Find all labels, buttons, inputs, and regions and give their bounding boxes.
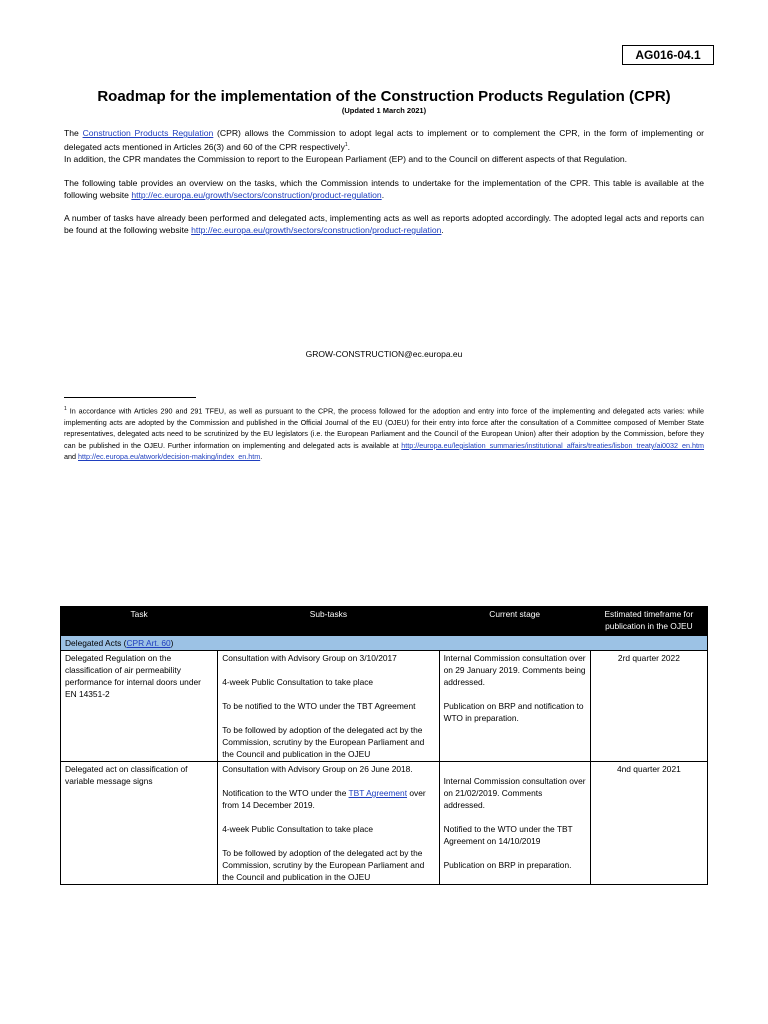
overview-end: .	[381, 190, 385, 200]
subtask-text: Notification to the WTO under the	[222, 788, 349, 798]
footnote-link-lisbon[interactable]: http://europa.eu/legislation_summaries/institutional_affairs/treaties/lisbon_treaty/ai0032_en.htm	[401, 440, 705, 450]
footnote-number: 1	[64, 406, 67, 412]
section-label	[61, 636, 708, 651]
timeframe-cell: 4nd quarter 2021	[590, 762, 707, 885]
footnote-link-decision-making[interactable]: http://ec.europa.eu/atwork/decision-making/index_en.htm	[78, 452, 261, 462]
intro-text: (CPR) allows the Commission to adopt legal acts to implement or to complement the CPR, in the form of implementing or delegated acts mentioned in Articles 26(3) and 60 of the CPR respectively	[64, 128, 705, 152]
adopted-website-link[interactable]: http://ec.europa.eu/growth/sectors/construction/product-regulation	[191, 225, 442, 235]
header-timeframe: Estimated timeframe for publication in the OJEU	[590, 607, 707, 636]
roadmap-table	[60, 606, 708, 885]
contact-email[interactable]: GROW-CONSTRUCTION@ec.europa.eu	[305, 349, 463, 359]
subtask-item: Consultation with Advisory Group on 26 June 2018.	[222, 764, 413, 774]
table-row	[61, 762, 708, 885]
table-row	[61, 651, 708, 762]
stage-cell	[439, 762, 590, 885]
section-label-text: Delegated Acts (	[65, 638, 127, 648]
footnote	[64, 404, 704, 463]
intro-paragraph	[64, 127, 704, 165]
footnote-divider	[64, 397, 196, 398]
stage-item: Notified to the WTO under the TBT Agreement on 14/10/2019	[443, 824, 573, 846]
adopted-end: .	[441, 225, 444, 235]
overview-paragraph	[64, 177, 704, 201]
task-cell: Delegated act on classification of variable message signs	[61, 762, 218, 885]
subtask-item: 4-week Public Consultation to take place	[222, 677, 374, 687]
stage-item: Publication on BRP and notification to WTO in preparation.	[443, 701, 584, 723]
footnote-and: and	[64, 452, 76, 462]
subtask-item: To be notified to the WTO under the TBT Agreement	[222, 701, 416, 711]
section-label-end: )	[170, 638, 174, 648]
adopted-text: A number of tasks have already been performed and delegated acts, implementing acts as well as reports adopted accordingly. The adopted legal acts and reports can be found at the following website	[64, 213, 704, 235]
subtasks-cell	[218, 651, 439, 762]
adopted-acts-paragraph	[64, 212, 704, 236]
subtask-text: over from 14 December 2019.	[222, 788, 426, 810]
header-current-stage: Current stage	[439, 607, 590, 636]
intro-line2: In addition, the CPR mandates the Commission to report to the European Parliament (EP) and to the Council on different aspects of that Regulation.	[64, 153, 628, 164]
footnote-text: In accordance with Articles 290 and 291 TFEU, as well as pursuant to the CPR, the process followed for the adoption and entry into force of the implementing and delegated acts varies: while implementing acts are adopted by the Commission and published in the Official Journal of the EU (OJEU) for their entry into force after the consultation of a Committee composed of Member State representatives, delegated acts need to be scrutinized by the EU legislators (i.e. the European Parliament and the Council of the European Union) after their adoption by the Commission, before they can be published in the OJEU. Further information on implementing and delegated acts is available at	[64, 406, 704, 450]
section-row-delegated-acts	[61, 636, 708, 651]
stage-cell	[439, 651, 590, 762]
intro-lead: The	[64, 128, 79, 138]
subtasks-cell	[218, 762, 439, 885]
document-title: Roadmap for the implementation of the Construction Products Regulation (CPR)	[97, 88, 671, 105]
document-reference-box: AG016-04.1	[622, 45, 714, 65]
footnote-end: .	[260, 452, 263, 462]
header-task: Task	[61, 607, 218, 636]
stage-item: Internal Commission consultation over on 21/02/2019. Comments addressed.	[443, 776, 586, 810]
cpr-link[interactable]: Construction Products Regulation	[82, 128, 214, 138]
stage-item: Internal Commission consultation over on 29 January 2019. Comments being addressed.	[443, 653, 586, 687]
subtask-item	[222, 787, 434, 811]
subtask-item: To be followed by adoption of the delegated act by the Commission, scrutiny by the European Parliament and the Council and publication in the OJEU	[222, 848, 425, 882]
overview-website-link[interactable]: http://ec.europa.eu/growth/sectors/construction/product-regulation	[131, 190, 382, 200]
update-date: (Updated 1 March 2021)	[341, 106, 427, 115]
footnote-ref: 1	[344, 142, 348, 148]
header-subtasks: Sub-tasks	[218, 607, 439, 636]
task-cell: Delegated Regulation on the classification of air permeability performance for internal doors under EN 14351-2	[61, 651, 218, 762]
subtask-item: 4-week Public Consultation to take place	[222, 824, 374, 834]
subtask-item: To be followed by adoption of the delegated act by the Commission, scrutiny by the European Parliament and the Council and publication in the OJEU	[222, 725, 425, 759]
subtask-item: Consultation with Advisory Group on 3/10/2017	[222, 653, 397, 663]
stage-item: Publication on BRP in preparation.	[443, 860, 572, 870]
cpr-art60-link[interactable]: CPR Art. 60	[126, 638, 171, 648]
tbt-agreement-link[interactable]: TBT Agreement	[348, 788, 408, 798]
table-header-row	[61, 607, 708, 636]
intro-end: .	[347, 141, 351, 152]
overview-text: The following table provides an overview on the tasks, which the Commission intends to undertake for the implementation of the CPR. This table is available at the following website	[64, 178, 704, 200]
timeframe-cell: 2rd quarter 2022	[590, 651, 707, 762]
